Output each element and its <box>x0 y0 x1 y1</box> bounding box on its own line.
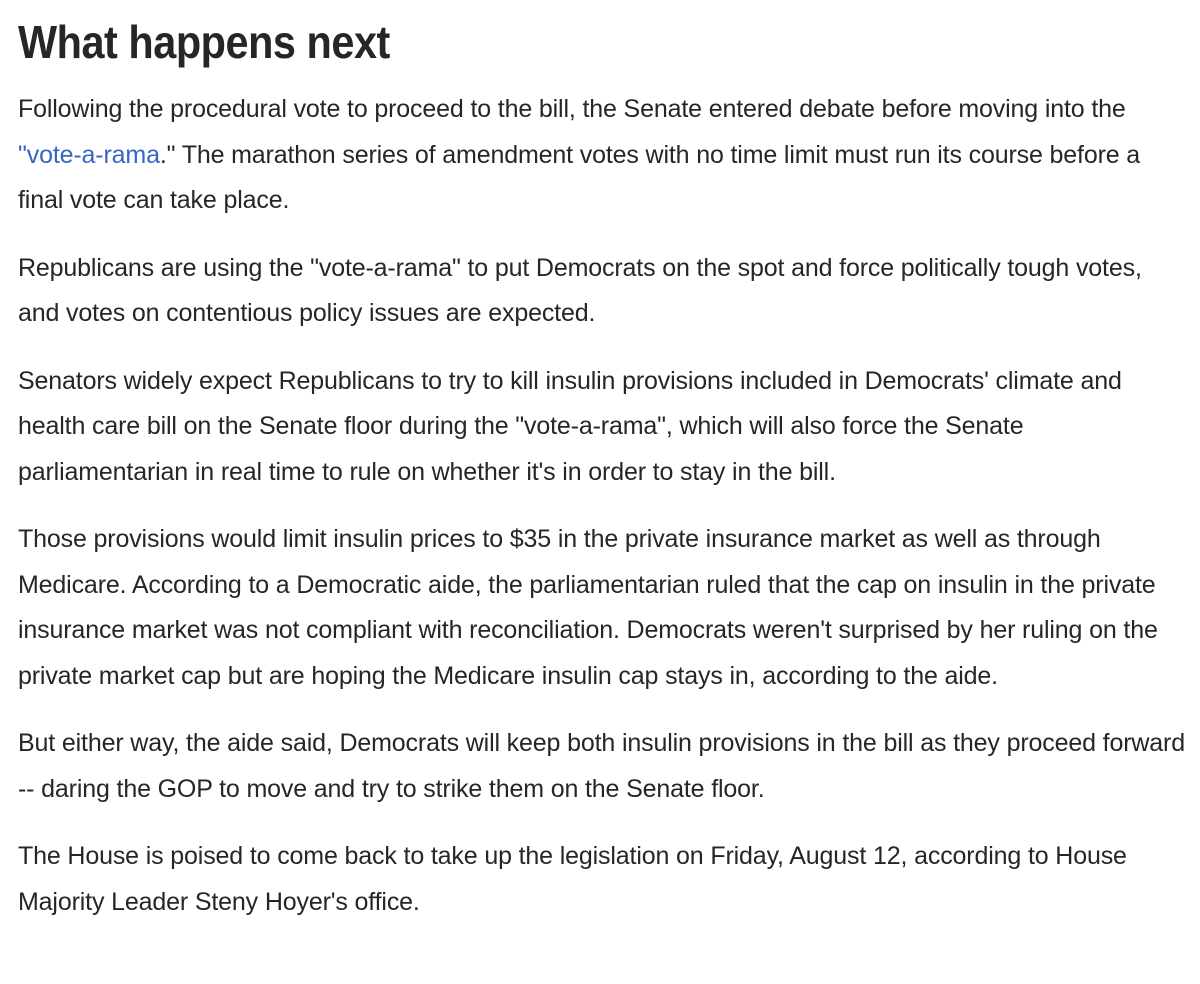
paragraph-insulin-expectation: Senators widely expect Republicans to try to kill insulin provisions included in Democrats' climate and health care bill on the Senate floor during the "vote-a-rama", which will also force the Senate parliamentarian in real time to rule on whether it's in order to stay in the bill. <box>18 366 1122 486</box>
paragraph-procedural-vote <box>18 87 1188 224</box>
paragraph-democrats-plan: But either way, the aide said, Democrats will keep both insulin provisions in the bill as they proceed forward -- daring the GOP to move and try to strike them on the Senate floor. <box>18 729 1185 803</box>
paragraph-republican-strategy: Republicans are using the "vote-a-rama" to put Democrats on the spot and force politically tough votes, and votes on contentious policy issues are expected. <box>18 253 1142 327</box>
vote-a-rama-link[interactable]: "vote-a-rama <box>18 140 160 169</box>
section-heading: What happens next <box>18 16 390 68</box>
paragraph-house-schedule: The House is poised to come back to take up the legislation on Friday, August 12, according to House Majority Leader Steny Hoyer's office. <box>18 842 1127 916</box>
article-body <box>18 0 1188 925</box>
paragraph-text: Following the procedural vote to proceed to the bill, the Senate entered debate before moving into the <box>18 95 1126 123</box>
paragraph-insulin-provisions: Those provisions would limit insulin prices to $35 in the private insurance market as well as through Medicare. According to a Democratic aide, the parliamentarian ruled that the cap on insulin in the private insurance market was not compliant with reconciliation. Democrats weren't surprised by her ruling on the private market cap but are hoping the Medicare insulin cap stays in, according to the aide. <box>18 525 1158 690</box>
paragraph-text: ." The marathon series of amendment votes with no time limit must run its course before a final vote can take place. <box>18 140 1141 214</box>
